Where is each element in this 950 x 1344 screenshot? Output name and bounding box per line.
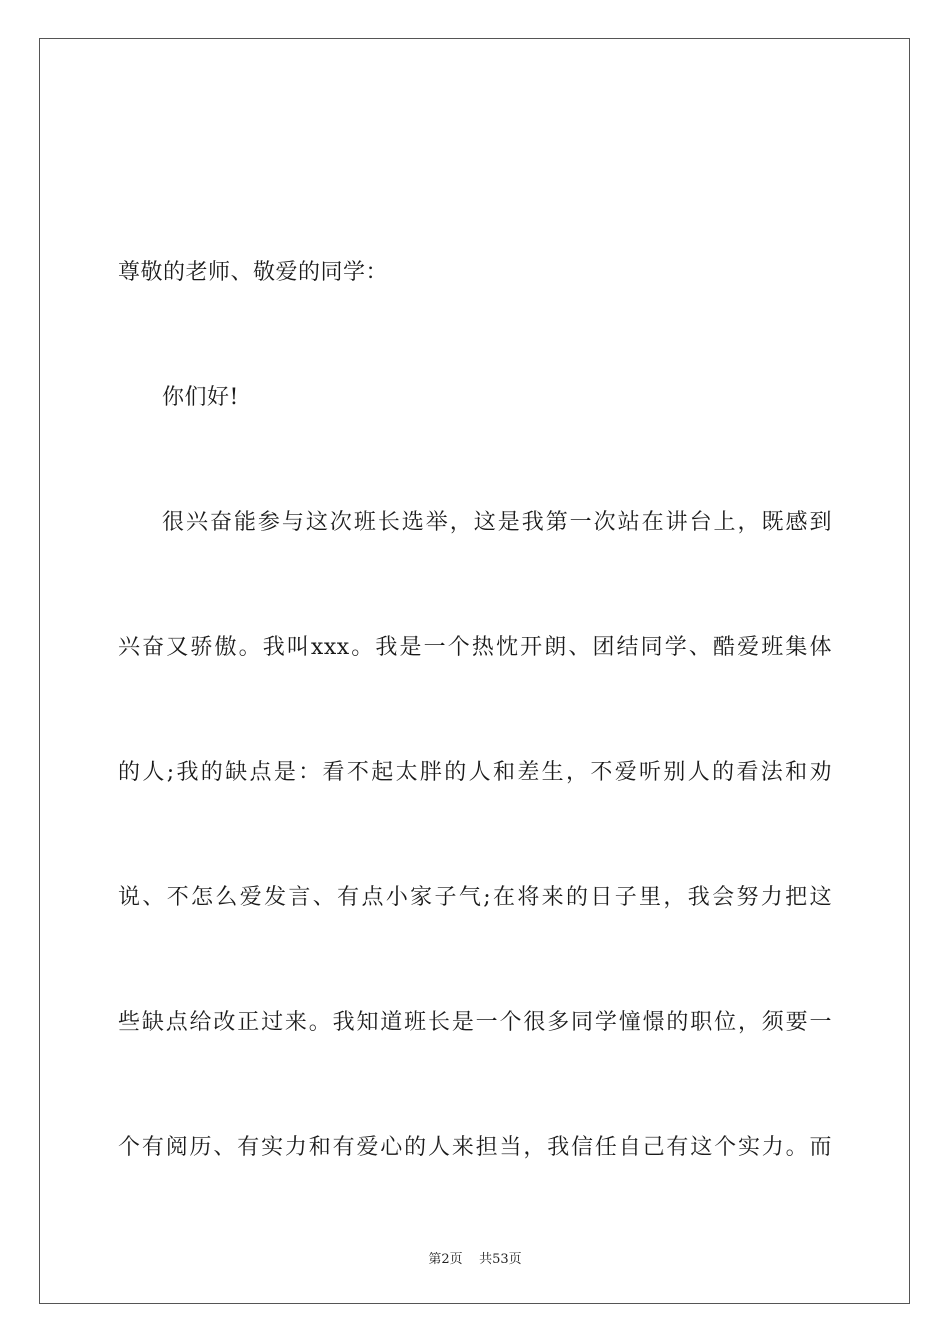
opening-greeting: 你们好! (162, 385, 239, 410)
paragraph-line-6: 个有阅历、有实力和有爱心的人来担当，我信任自己有这个实力。而 (118, 1135, 832, 1160)
paragraph-line-1: 很兴奋能参与这次班长选举，这是我第一次站在讲台上，既感到 (162, 510, 832, 535)
paragraph-line-5: 些缺点给改正过来。我知道班长是一个很多同学憧憬的职位，须要一 (118, 1010, 832, 1035)
page-number: 第2页 共53页 (428, 1252, 522, 1267)
salutation: 尊敬的老师、敬爱的同学： (118, 260, 389, 285)
paragraph-line-4: 说、不怎么爱发言、有点小家子气;在将来的日子里，我会努力把这 (118, 885, 832, 910)
paragraph-line-2: 兴奋又骄傲。我叫xxx。我是一个热忱开朗、团结同学、酷爱班集体 (118, 635, 832, 660)
page-border (39, 38, 910, 1304)
paragraph-line-3: 的人;我的缺点是：看不起太胖的人和差生，不爱听别人的看法和劝 (118, 760, 832, 785)
